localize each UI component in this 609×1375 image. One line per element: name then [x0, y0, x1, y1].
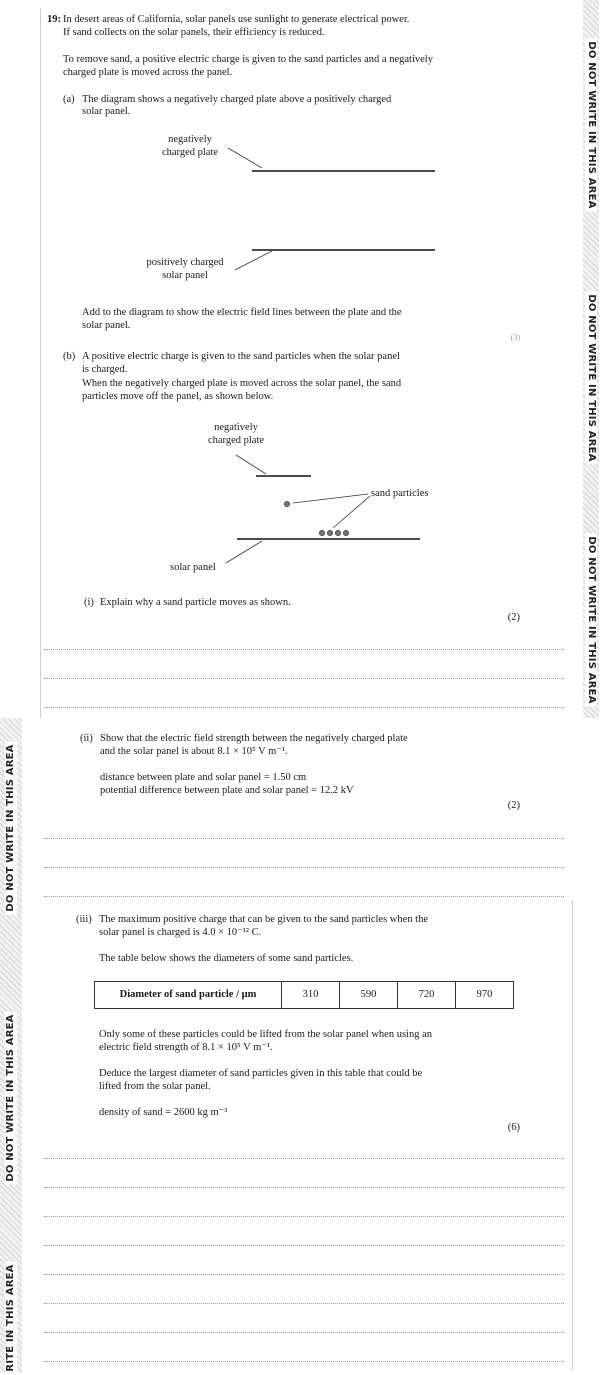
- diagram-b-panel-leader: [226, 541, 262, 563]
- answer-line[interactable]: [44, 1245, 564, 1246]
- diagram-b-plate-label-2: charged plate: [207, 435, 265, 446]
- answer-line[interactable]: [44, 707, 564, 708]
- answer-line[interactable]: [44, 1158, 564, 1159]
- part-iii-marks: (6): [507, 1122, 520, 1133]
- diagram-b-panel-label: solar panel: [170, 562, 216, 573]
- diagram-b-sand-label: sand particles: [371, 488, 429, 499]
- part-b-label: (b): [63, 351, 76, 362]
- part-a-label: (a): [63, 94, 75, 105]
- part-iii-text-2: solar panel is charged is 4.0 × 10⁻¹² C.: [99, 927, 262, 938]
- part-a-text-2: solar panel.: [82, 106, 131, 117]
- answer-line[interactable]: [44, 1274, 564, 1275]
- part-iii-text-5: electric field strength of 8.1 × 10⁵ V m⁻¹.: [99, 1042, 273, 1053]
- table-header-cell: Diameter of sand particle / μm: [95, 982, 282, 1009]
- answer-line[interactable]: [44, 649, 564, 650]
- answer-line[interactable]: [44, 678, 564, 679]
- answer-line[interactable]: [44, 1216, 564, 1217]
- table-cell: 590: [340, 982, 398, 1009]
- answer-line[interactable]: [44, 1303, 564, 1304]
- part-ii-text-1: Show that the electric field strength between the negatively charged plate: [100, 733, 408, 744]
- diagram-b-sand-leader-1: [293, 494, 368, 503]
- part-i-text: Explain why a sand particle moves as shown.: [100, 597, 291, 608]
- diagram-a-plate-label-2: charged plate: [161, 147, 219, 158]
- question-number: 19:: [47, 14, 61, 25]
- table-cell: 970: [456, 982, 514, 1009]
- answer-line[interactable]: [44, 867, 564, 868]
- right-margin-label-1: DO NOT WRITE IN THIS AREA: [585, 38, 597, 211]
- part-iii-text-4: Only some of these particles could be lifted from the solar panel when using an: [99, 1029, 432, 1040]
- diagram-a-plate-label-1: negatively: [168, 134, 212, 145]
- table-cell: 720: [398, 982, 456, 1009]
- part-a-task-2: solar panel.: [82, 320, 131, 331]
- diagram-a-panel-label-1: positively charged: [146, 257, 224, 268]
- diagram-b-plate-leader: [236, 455, 266, 474]
- question-intro-line-4: charged plate is moved across the panel.: [63, 67, 233, 78]
- part-i-marks: (2): [507, 612, 520, 623]
- sand-diameter-table: [94, 981, 514, 1009]
- answer-line[interactable]: [44, 1332, 564, 1333]
- part-ii-label: (ii): [80, 733, 93, 744]
- part-b-text-2: is charged.: [82, 364, 128, 375]
- part-ii-marks: (2): [507, 800, 520, 811]
- part-iii-text-3: The table below shows the diameters of some sand particles.: [99, 953, 354, 964]
- part-i-label: (i): [84, 597, 94, 608]
- table-row: [95, 982, 514, 1009]
- left-margin-label-3: RITE IN THIS AREA: [5, 1261, 17, 1374]
- diagram-b-sand-particle-1: [319, 530, 325, 536]
- answer-line[interactable]: [44, 1361, 564, 1362]
- question-intro-line-1: In desert areas of California, solar panels use sunlight to generate electrical power.: [63, 14, 410, 25]
- part-iii-label: (iii): [76, 914, 92, 925]
- diagram-a-panel-label-2: solar panel: [162, 270, 208, 281]
- diagram-b-sand-particle-2: [327, 530, 333, 536]
- answer-line[interactable]: [44, 896, 564, 897]
- diagram-b: [0, 0, 609, 600]
- diagram-b-sand-leader-2: [333, 496, 370, 528]
- page-edge-right: [572, 900, 573, 1370]
- question-intro-line-3: To remove sand, a positive electric charge is given to the sand particles and a negatively: [63, 54, 433, 65]
- part-a-task-1: Add to the diagram to show the electric field lines between the plate and the: [82, 307, 402, 318]
- part-iii-text-6: Deduce the largest diameter of sand particles given in this table that could be: [99, 1068, 423, 1079]
- part-b-text-3: When the negatively charged plate is moved across the solar panel, the sand: [82, 378, 402, 389]
- part-iii-density: density of sand = 2600 kg m⁻³: [99, 1107, 228, 1118]
- diagram-b-sand-particle-4: [343, 530, 349, 536]
- left-margin-label-1: DO NOT WRITE IN THIS AREA: [5, 741, 17, 914]
- diagram-b-lifted-particle: [284, 501, 290, 507]
- part-ii-data-2: potential difference between plate and solar panel = 12.2 kV: [100, 785, 354, 796]
- diagram-b-sand-particle-3: [335, 530, 341, 536]
- left-margin-label-2: DO NOT WRITE IN THIS AREA: [5, 1011, 17, 1184]
- right-margin-label-3: DO NOT WRITE IN THIS AREA: [585, 533, 597, 706]
- part-iii-text-7: lifted from the solar panel.: [99, 1081, 211, 1092]
- part-b-text-1: A positive electric charge is given to the sand particles when the solar panel: [82, 351, 400, 362]
- table-cell: 310: [282, 982, 340, 1009]
- part-ii-data-1: distance between plate and solar panel = 1.50 cm: [100, 772, 307, 783]
- right-margin-label-2: DO NOT WRITE IN THIS AREA: [585, 291, 597, 464]
- diagram-b-plate-label-1: negatively: [214, 422, 258, 433]
- part-iii-text-1: The maximum positive charge that can be given to the sand particles when the: [99, 914, 428, 925]
- part-ii-text-2: and the solar panel is about 8.1 × 10⁵ V m⁻¹.: [100, 746, 288, 757]
- part-b-text-4: particles move off the panel, as shown below.: [82, 391, 274, 402]
- part-a-text-1: The diagram shows a negatively charged plate above a positively charged: [82, 94, 392, 105]
- part-a-marks: (3): [510, 333, 520, 342]
- answer-line[interactable]: [44, 1187, 564, 1188]
- answer-line[interactable]: [44, 838, 564, 839]
- question-intro-line-2: If sand collects on the solar panels, their efficiency is reduced.: [63, 27, 325, 38]
